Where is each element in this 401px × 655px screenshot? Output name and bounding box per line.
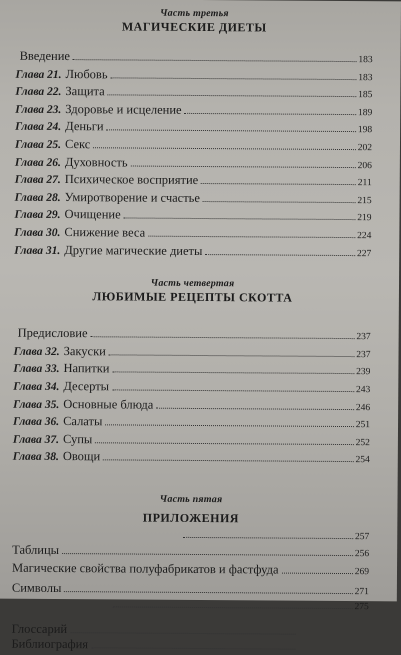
entry-title: Духовность bbox=[64, 154, 128, 170]
entry-title: Снижение веса bbox=[64, 224, 146, 240]
chapter-number: Глава 30. bbox=[14, 226, 61, 239]
dot-leader bbox=[148, 236, 355, 238]
page-number: 251 bbox=[355, 420, 371, 431]
chapter-number: Глава 23. bbox=[15, 103, 62, 116]
chapter-number: Глава 35. bbox=[13, 398, 60, 411]
dot-leader bbox=[156, 407, 354, 409]
entry-title: Другие магические диеты bbox=[64, 242, 203, 258]
toc-entry bbox=[12, 561, 369, 581]
page-number: 252 bbox=[355, 437, 370, 448]
toc-list bbox=[13, 326, 371, 469]
chapter-number: Глава 25. bbox=[14, 138, 62, 151]
entry-title: Психическое восприятие bbox=[64, 172, 199, 188]
dot-leader bbox=[112, 389, 354, 392]
dot-leader bbox=[62, 554, 353, 557]
page-number: 202 bbox=[357, 143, 373, 154]
page-number: 239 bbox=[356, 367, 371, 378]
dot-leader bbox=[91, 648, 295, 650]
chapter-number: Глава 22. bbox=[15, 85, 62, 99]
chapter-number: Глава 34. bbox=[13, 380, 60, 393]
entry-title: Напитки bbox=[63, 361, 110, 376]
part-label: Часть третья bbox=[159, 7, 229, 20]
toc-entry bbox=[12, 598, 369, 616]
chapter-number: Глава 37. bbox=[12, 433, 60, 446]
part-three bbox=[14, 7, 373, 263]
dot-leader bbox=[203, 201, 355, 203]
dot-leader bbox=[107, 130, 356, 133]
part-title: ПРИЛОЖЕНИЯ bbox=[142, 510, 240, 526]
page-number: 275 bbox=[354, 602, 369, 613]
page-number: 257 bbox=[354, 531, 370, 543]
entry-title: Очищение bbox=[64, 207, 121, 222]
page-number: 243 bbox=[355, 385, 371, 396]
dot-leader bbox=[111, 77, 357, 80]
part-title: ЛЮБИМЫЕ РЕЦЕПТЫ СКОТТА bbox=[92, 289, 293, 305]
entry-title: Деньги bbox=[65, 119, 104, 134]
dot-leader bbox=[73, 59, 356, 62]
entry-title: Предисловие bbox=[17, 325, 88, 341]
dot-leader bbox=[103, 460, 353, 463]
entry-title: Библиография bbox=[11, 637, 89, 652]
page-number: 237 bbox=[356, 349, 371, 360]
entry-title: Овощи bbox=[62, 449, 101, 464]
page-number: 219 bbox=[357, 213, 372, 224]
part-label: Часть пятая bbox=[159, 493, 223, 506]
dot-leader bbox=[70, 632, 295, 635]
page-number: 256 bbox=[354, 549, 370, 560]
entry-title: Введение bbox=[19, 48, 71, 64]
part-label: Часть четвертая bbox=[150, 277, 235, 290]
entry-title: Здоровье и исцеление bbox=[65, 101, 182, 117]
dot-leader bbox=[105, 424, 353, 427]
page-number: 224 bbox=[357, 231, 372, 242]
entry-title: Любовь bbox=[65, 66, 108, 81]
dot-leader bbox=[64, 591, 352, 594]
page-number: 206 bbox=[357, 160, 372, 171]
dot-leader bbox=[124, 218, 356, 221]
dot-leader bbox=[109, 354, 354, 357]
chapter-number: Глава 27. bbox=[14, 173, 61, 187]
entry-title: Глоссарий bbox=[11, 621, 68, 636]
dot-leader bbox=[201, 183, 356, 185]
toc-list bbox=[14, 49, 372, 263]
page-number: 183 bbox=[358, 72, 373, 83]
chapter-number: Глава 24. bbox=[15, 121, 62, 134]
page-number: 237 bbox=[356, 332, 371, 343]
page-number: 185 bbox=[358, 90, 373, 101]
entry-title: Закуски bbox=[63, 343, 106, 359]
dot-leader bbox=[185, 113, 356, 115]
entry-title: Таблицы bbox=[12, 543, 60, 558]
page-number: 183 bbox=[358, 55, 373, 66]
toc-entry bbox=[13, 449, 370, 469]
chapter-number: Глава 32. bbox=[13, 345, 60, 358]
page-number: 246 bbox=[355, 402, 371, 413]
toc-entry bbox=[14, 242, 371, 262]
entry-title: Основные блюда bbox=[63, 396, 154, 412]
dot-leader bbox=[93, 147, 355, 150]
entry-title: Магические свойства полуфабрикатов и фастфуда bbox=[11, 560, 279, 577]
dot-leader bbox=[95, 442, 353, 445]
entry-title: Защита bbox=[65, 84, 105, 99]
chapter-number: Глава 38. bbox=[12, 450, 59, 464]
page-number: 198 bbox=[357, 125, 373, 136]
dot-leader bbox=[108, 95, 356, 98]
toc-list bbox=[11, 528, 369, 655]
page-number: 271 bbox=[354, 586, 369, 597]
chapter-number: Глава 26. bbox=[14, 156, 61, 169]
page-number: 211 bbox=[357, 178, 372, 189]
entry-title: Умиротворение и счастье bbox=[64, 189, 200, 205]
dot-leader bbox=[112, 372, 354, 375]
chapter-number: Глава 36. bbox=[13, 415, 60, 429]
entry-title: Супы bbox=[62, 431, 93, 446]
dot-leader bbox=[131, 165, 356, 168]
chapter-number: Глава 31. bbox=[14, 244, 61, 257]
dot-leader bbox=[91, 336, 355, 339]
page-number: 189 bbox=[357, 107, 373, 118]
entry-title: Салаты bbox=[63, 414, 103, 429]
chapter-number: Глава 28. bbox=[14, 191, 61, 204]
part-five bbox=[11, 493, 369, 655]
entry-title: Символы bbox=[11, 580, 62, 595]
dot-leader bbox=[282, 573, 353, 574]
dot-leader bbox=[113, 607, 353, 610]
chapter-number: Глава 21. bbox=[15, 68, 62, 81]
dot-leader bbox=[183, 537, 353, 539]
dot-leader bbox=[205, 254, 355, 256]
part-four bbox=[13, 277, 371, 469]
page-number: 227 bbox=[356, 248, 372, 259]
toc-entry bbox=[11, 637, 297, 655]
page-number: 254 bbox=[355, 455, 370, 466]
part-title: МАГИЧЕСКИЕ ДИЕТЫ bbox=[121, 19, 267, 35]
chapter-number: Глава 33. bbox=[13, 363, 60, 376]
page-number: 215 bbox=[357, 195, 372, 206]
entry-title: Десерты bbox=[63, 378, 110, 394]
page-number: 269 bbox=[354, 567, 370, 578]
entry-title: Секс bbox=[64, 137, 91, 152]
chapter-number: Глава 29. bbox=[14, 209, 61, 222]
